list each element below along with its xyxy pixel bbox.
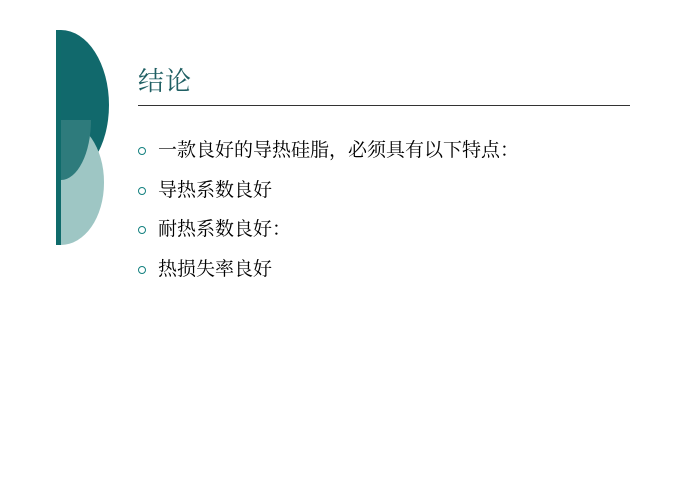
slide-title-area bbox=[138, 68, 638, 106]
slide-body bbox=[138, 138, 638, 297]
bullet-circle-icon bbox=[138, 266, 146, 274]
page-title: 结论 bbox=[138, 67, 193, 96]
title-divider bbox=[138, 105, 630, 106]
list-item bbox=[138, 178, 638, 204]
list-item-label: 热损失率良好 bbox=[158, 258, 273, 280]
list-item bbox=[138, 217, 638, 243]
list-item-label: 耐热系数良好： bbox=[158, 219, 292, 241]
bullet-circle-icon bbox=[138, 147, 146, 155]
bullet-circle-icon bbox=[138, 226, 146, 234]
list-item bbox=[138, 257, 638, 283]
list-item-label: 导热系数良好 bbox=[158, 179, 273, 201]
bullet-circle-icon bbox=[138, 187, 146, 195]
list-item-label: 一款良好的导热硅脂，必须具有以下特点： bbox=[158, 140, 520, 161]
list-item bbox=[138, 138, 638, 164]
